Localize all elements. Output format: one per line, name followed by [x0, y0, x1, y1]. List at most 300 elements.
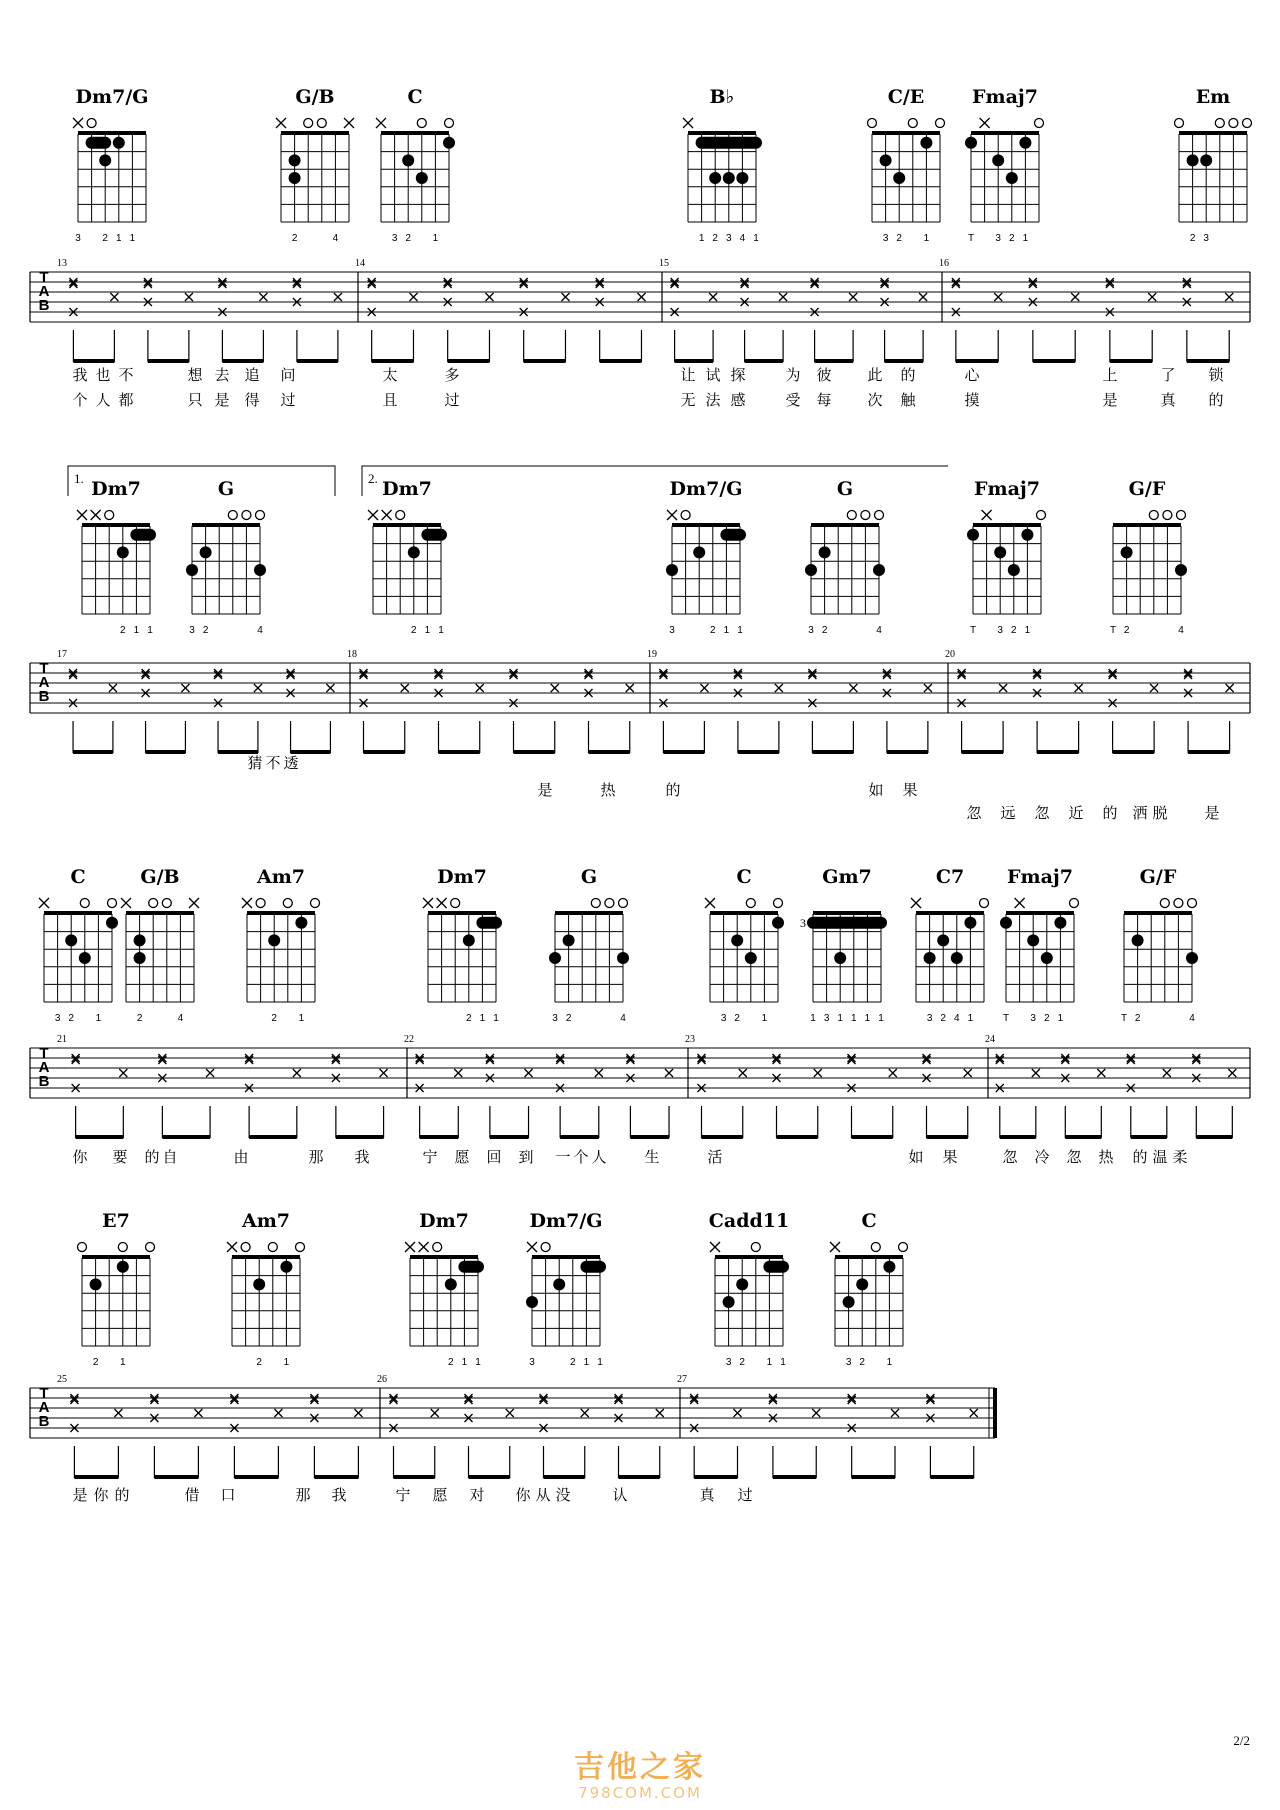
beam — [663, 750, 704, 754]
chord-diagram-b — [683, 86, 762, 244]
finger-dot — [745, 952, 757, 964]
chord-nut — [811, 523, 879, 527]
finger-number: 1 — [766, 1357, 773, 1368]
tab-clef-a: A — [38, 674, 50, 691]
finger-dot — [1132, 934, 1144, 946]
beam — [394, 1475, 435, 1479]
beam — [490, 1135, 529, 1139]
lyric-char: 忽 — [1002, 1148, 1018, 1166]
beam — [544, 1475, 585, 1479]
lyric-char: 到 — [518, 1148, 534, 1166]
lyric-char: 触 — [900, 391, 916, 409]
system-row-1 — [30, 269, 1250, 409]
tab-measure-22 — [404, 1034, 673, 1139]
beam — [560, 1135, 599, 1139]
chord-nut — [428, 911, 496, 915]
chord-name: G — [217, 478, 235, 500]
lyric-char: 多 — [444, 366, 460, 384]
lyric-char: 你 — [515, 1486, 531, 1504]
lyric-char: 为 — [785, 366, 801, 384]
chord-name: Dm7 — [419, 1210, 469, 1232]
lyric-char: 过 — [737, 1486, 753, 1504]
lyric-char: 热 — [600, 781, 616, 799]
chord-nut — [247, 911, 315, 915]
lyric-char: 过 — [444, 391, 460, 409]
chord-name: G — [580, 866, 598, 888]
chord-name: Fmaj7 — [1007, 866, 1073, 888]
lyric-char: 柔 — [1172, 1148, 1188, 1166]
finger-number: T — [1002, 1013, 1010, 1024]
tab-measure-16 — [939, 258, 1233, 363]
chord-diagram-dm7g — [73, 86, 148, 244]
chord-nut — [373, 523, 441, 527]
finger-number: T — [969, 625, 977, 636]
measure-number: 22 — [404, 1034, 414, 1045]
chord-name: B♭ — [709, 86, 735, 108]
chord-name: G/B — [295, 86, 335, 108]
lyric-char: 的 — [1102, 804, 1118, 822]
finger-number: 2 — [291, 233, 298, 244]
lyric-char: 果 — [942, 1148, 958, 1166]
lyric-char: 且 — [382, 391, 398, 409]
finger-dot — [1027, 934, 1039, 946]
lyric-char: 的 — [144, 1148, 160, 1166]
chord-name: Dm7 — [91, 478, 141, 500]
chord-name: G/F — [1139, 866, 1177, 888]
lyric-char: 我 — [331, 1486, 347, 1504]
lyric-char: 温 — [1152, 1148, 1168, 1166]
lyric-char: 愿 — [432, 1486, 448, 1504]
beam — [745, 359, 784, 363]
lyric-line-3 — [966, 804, 1219, 822]
finger-number: 3 — [1203, 233, 1209, 244]
watermark-logo — [520, 1742, 760, 1802]
lyric-char: 你 — [72, 1148, 88, 1166]
chord-name: C7 — [935, 866, 965, 888]
chord-diagram-ce — [868, 86, 945, 244]
lyric-char: 是 — [1102, 391, 1118, 409]
finger-dot — [834, 952, 846, 964]
chord-nut — [82, 523, 150, 527]
measure-number: 13 — [57, 258, 67, 269]
chord-diagram-c7 — [911, 866, 989, 1024]
finger-number: 1 — [597, 1357, 603, 1368]
finger-number: 1 — [1024, 625, 1031, 636]
finger-number: T — [1109, 625, 1117, 636]
lyric-char: 宁 — [395, 1486, 411, 1504]
finger-dot — [134, 952, 146, 964]
chord-nut — [1113, 523, 1181, 527]
finger-number: 1 — [780, 1357, 786, 1368]
barre — [130, 529, 156, 541]
measure-number: 25 — [57, 1374, 67, 1385]
lyric-char: 你 — [93, 1486, 109, 1504]
lyric-line-1 — [72, 1148, 1187, 1166]
beam — [73, 359, 114, 363]
finger-dot — [445, 1278, 457, 1290]
finger-number: 4 — [876, 625, 882, 636]
finger-number: 3 — [391, 233, 398, 244]
beam — [218, 750, 258, 754]
finger-number: 2 — [734, 1013, 740, 1024]
beam — [74, 1475, 118, 1479]
finger-dot — [693, 546, 705, 558]
finger-dot — [920, 137, 932, 149]
lyric-char: 是 — [72, 1486, 88, 1504]
lyric-char: 果 — [902, 781, 918, 799]
start-fret: 3 — [800, 915, 806, 930]
beam — [1000, 1135, 1036, 1139]
chord-name: G/F — [1128, 478, 1166, 500]
barre — [720, 529, 746, 541]
finger-dot — [1175, 564, 1187, 576]
chord-diagram-dm7g — [526, 1210, 606, 1368]
finger-dot — [268, 934, 280, 946]
barre — [807, 917, 887, 929]
finger-number: 1 — [923, 233, 930, 244]
chord-diagram-gf — [1110, 478, 1187, 636]
chord-nut — [126, 911, 194, 915]
beam — [372, 359, 414, 363]
finger-number: 3 — [997, 625, 1003, 636]
chord-nut — [688, 131, 756, 135]
finger-dot — [819, 546, 831, 558]
finger-dot — [736, 1278, 748, 1290]
lyric-char: 彼 — [816, 366, 832, 384]
chord-nut — [192, 523, 260, 527]
finger-dot — [549, 952, 561, 964]
beam — [589, 750, 630, 754]
finger-dot — [186, 564, 198, 576]
finger-number: 2 — [570, 1357, 576, 1368]
lyric-char: 追 — [244, 366, 260, 384]
beam — [1037, 750, 1079, 754]
chord-name: Fmaj7 — [972, 86, 1038, 108]
lyric-line-1 — [72, 366, 1224, 384]
finger-number: 1 — [1057, 1013, 1064, 1024]
lyric-char: 洒 — [1132, 804, 1148, 822]
lyric-char: 的 — [900, 366, 916, 384]
beam — [1110, 359, 1152, 363]
finger-dot — [880, 154, 892, 166]
chord-name: Fmaj7 — [974, 478, 1040, 500]
finger-number: 3 — [529, 1357, 535, 1368]
lyric-char: 个 — [573, 1148, 589, 1166]
lyric-char: 试 — [705, 366, 721, 384]
finger-number: 3 — [75, 233, 81, 244]
chord-nut — [82, 1255, 150, 1259]
measure-number: 17 — [57, 649, 67, 660]
finger-number: 2 — [256, 1357, 262, 1368]
finger-dot — [1006, 172, 1018, 184]
lyric-line-2 — [72, 391, 1223, 409]
measure-number: 15 — [659, 258, 669, 269]
tab-clef-a: A — [38, 1059, 50, 1076]
finger-dot — [951, 952, 963, 964]
finger-number: 1 — [737, 625, 743, 636]
finger-dot — [965, 137, 977, 149]
finger-dot — [992, 154, 1004, 166]
beam — [469, 1475, 510, 1479]
finger-number: 2 — [202, 625, 209, 636]
finger-dot — [731, 934, 743, 946]
finger-dot — [563, 934, 575, 946]
chord-nut — [715, 1255, 783, 1259]
finger-dot — [1019, 137, 1031, 149]
finger-number: 1 — [878, 1013, 884, 1024]
finger-dot — [883, 1261, 895, 1273]
lyric-char: 摸 — [964, 391, 980, 409]
beam — [1188, 750, 1230, 754]
finger-number: 2 — [1123, 625, 1130, 636]
lyric-char: 不 — [265, 754, 281, 772]
finger-number: 3 — [1030, 1013, 1036, 1024]
finger-number: 1 — [432, 233, 439, 244]
chord-name: Cadd11 — [708, 1210, 790, 1232]
chord-diagram-gf — [1121, 866, 1198, 1024]
tab-clef-a: A — [38, 283, 50, 300]
lyric-char: 借 — [184, 1486, 200, 1504]
volta-label: 2. — [368, 471, 378, 486]
finger-dot — [117, 1261, 129, 1273]
finger-number: 3 — [669, 625, 675, 636]
finger-dot — [106, 917, 118, 929]
chord-diagram-dm7 — [423, 866, 502, 1024]
chord-name: Dm7 — [437, 866, 487, 888]
finger-number: 2 — [565, 1013, 572, 1024]
finger-number: 1 — [723, 625, 730, 636]
barre — [86, 137, 112, 149]
finger-number: 3 — [725, 1357, 732, 1368]
chord-diagram-am7 — [242, 866, 320, 1024]
beam — [420, 1135, 459, 1139]
lyric-char: 只 — [187, 391, 203, 409]
finger-dot — [289, 172, 301, 184]
system-row-2 — [30, 466, 1250, 822]
finger-number: 1 — [761, 1013, 768, 1024]
lyric-char: 一 — [555, 1148, 571, 1166]
finger-dot — [117, 546, 129, 558]
volta-label: 1. — [74, 471, 84, 486]
finger-number: 1 — [886, 1357, 893, 1368]
beam — [600, 359, 642, 363]
beam — [439, 750, 480, 754]
finger-dot — [617, 952, 629, 964]
finger-number: 1 — [95, 1013, 102, 1024]
lyric-char: 忽 — [1066, 1148, 1082, 1166]
finger-dot — [873, 564, 885, 576]
finger-number: 1 — [493, 1013, 499, 1024]
finger-dot — [79, 952, 91, 964]
chord-nut — [1006, 911, 1074, 915]
lyric-char: 近 — [1068, 804, 1084, 822]
finger-dot — [1187, 154, 1199, 166]
lyric-char: 的 — [1208, 391, 1224, 409]
logo-title: 吉他之家 — [574, 1750, 706, 1785]
beam — [675, 359, 714, 363]
beam — [694, 1475, 737, 1479]
tab-measure-18 — [347, 649, 634, 754]
tab-clef-b: B — [38, 688, 50, 705]
measure-number: 14 — [355, 258, 365, 269]
chord-name: Am7 — [256, 866, 306, 888]
finger-dot — [772, 917, 784, 929]
lyric-char: 都 — [118, 391, 134, 409]
chord-nut — [532, 1255, 600, 1259]
finger-number: 2 — [120, 625, 126, 636]
lyric-char: 宁 — [422, 1148, 438, 1166]
chord-nut — [973, 523, 1041, 527]
chord-diagram-em — [1175, 86, 1252, 244]
barre — [696, 137, 762, 149]
chord-name: Dm7/G — [75, 86, 149, 108]
finger-dot — [443, 137, 455, 149]
finger-dot — [99, 154, 111, 166]
finger-number: 4 — [257, 625, 263, 636]
finger-number: T — [967, 233, 975, 244]
finger-dot — [666, 564, 678, 576]
tab-measure-21 — [57, 1034, 388, 1139]
lyric-char: 热 — [1098, 1148, 1114, 1166]
chord-nut — [410, 1255, 478, 1259]
chord-name: C/E — [887, 86, 925, 108]
chord-name: E7 — [102, 1210, 130, 1232]
lyric-char: 感 — [730, 391, 746, 409]
finger-number: 1 — [837, 1013, 843, 1024]
beam — [514, 750, 555, 754]
lyric-char: 那 — [308, 1148, 324, 1166]
chord-name: C — [407, 86, 423, 108]
lyric-char: 的 — [1132, 1148, 1148, 1166]
lyric-char: 如 — [908, 1148, 924, 1166]
finger-number: 1 — [851, 1013, 857, 1024]
finger-dot — [709, 172, 721, 184]
finger-dot — [723, 172, 735, 184]
beam — [815, 359, 854, 363]
lyric-char: 太 — [382, 366, 398, 384]
lyric-char: 的 — [114, 1486, 130, 1504]
chord-nut — [813, 911, 881, 915]
lyric-char: 口 — [220, 1486, 236, 1504]
finger-number: 2 — [1009, 233, 1015, 244]
beam — [154, 1475, 198, 1479]
measure-number: 19 — [647, 649, 657, 660]
finger-dot — [65, 934, 77, 946]
beam — [962, 750, 1004, 754]
finger-number: 3 — [552, 1013, 558, 1024]
finger-number: 4 — [332, 233, 339, 244]
tab-clef-b: B — [38, 297, 50, 314]
chord-name: Dm7/G — [529, 1210, 603, 1232]
finger-number: 4 — [1189, 1013, 1195, 1024]
finger-dot — [289, 154, 301, 166]
lyric-char: 猜 — [247, 754, 263, 772]
chord-diagram-gb — [276, 86, 354, 244]
beam — [1187, 359, 1229, 363]
tab-measure-24 — [985, 1034, 1236, 1139]
beam — [1113, 750, 1155, 754]
chord-nut — [381, 131, 449, 135]
lyric-char: 那 — [295, 1486, 311, 1504]
lyric-char: 活 — [707, 1148, 723, 1166]
finger-number: 4 — [954, 1013, 960, 1024]
lyric-char: 没 — [555, 1486, 571, 1504]
finger-dot — [924, 952, 936, 964]
finger-number: 2 — [448, 1357, 454, 1368]
chord-nut — [44, 911, 112, 915]
beam — [927, 1135, 968, 1139]
chord-name: C — [736, 866, 752, 888]
logo-domain: 798COM.COM — [578, 1784, 702, 1802]
tab-measure-25 — [57, 1374, 362, 1479]
finger-number: 2 — [466, 1013, 472, 1024]
chord-name: Dm7/G — [669, 478, 743, 500]
tab-clef-a: A — [38, 1399, 50, 1416]
beam — [852, 1135, 893, 1139]
lyric-char: 个 — [72, 391, 88, 409]
lyric-char: 真 — [699, 1486, 715, 1504]
chord-diagram-dm7 — [77, 478, 156, 636]
beam — [619, 1475, 660, 1479]
lyric-char: 脱 — [1152, 804, 1168, 822]
chord-diagram-am7 — [227, 1210, 305, 1368]
tab-measure-13 — [57, 258, 342, 363]
tab-measure-27 — [677, 1374, 978, 1479]
finger-dot — [736, 172, 748, 184]
lyric-char: 我 — [354, 1148, 370, 1166]
finger-number: 1 — [147, 625, 153, 636]
finger-dot — [295, 917, 307, 929]
tab-measure-23 — [685, 1034, 972, 1139]
finger-number: 1 — [967, 1013, 974, 1024]
finger-number: 3 — [720, 1013, 727, 1024]
finger-number: 1 — [283, 1357, 290, 1368]
finger-number: 1 — [298, 1013, 305, 1024]
tab-staff — [30, 660, 1250, 713]
chord-nut — [232, 1255, 300, 1259]
finger-dot — [253, 1278, 265, 1290]
finger-number: 2 — [136, 1013, 143, 1024]
finger-number: 2 — [739, 1357, 745, 1368]
lyric-char: 让 — [680, 366, 696, 384]
chord-nut — [1124, 911, 1192, 915]
beam — [73, 750, 113, 754]
beam — [702, 1135, 743, 1139]
lyric-char: 得 — [244, 391, 260, 409]
finger-dot — [526, 1296, 538, 1308]
barre — [458, 1261, 484, 1273]
chord-name: G — [836, 478, 854, 500]
tab-clef-t: T — [39, 269, 49, 286]
lyric-char: 回 — [486, 1148, 502, 1166]
beam — [1196, 1135, 1232, 1139]
chord-name: Am7 — [241, 1210, 291, 1232]
beam — [146, 750, 186, 754]
lyric-char: 人 — [95, 391, 111, 409]
finger-number: 3 — [808, 625, 814, 636]
beam — [222, 359, 263, 363]
lyric-line-1 — [247, 754, 298, 772]
chord-name: G/B — [140, 866, 180, 888]
system-row-3 — [30, 1045, 1250, 1166]
chord-nut — [710, 911, 778, 915]
lyric-char: 法 — [705, 391, 721, 409]
lyric-char: 我 — [72, 366, 88, 384]
lyric-char: 从 — [535, 1486, 551, 1504]
beam — [448, 359, 490, 363]
finger-number: 2 — [102, 233, 108, 244]
finger-number: 2 — [1189, 233, 1196, 244]
